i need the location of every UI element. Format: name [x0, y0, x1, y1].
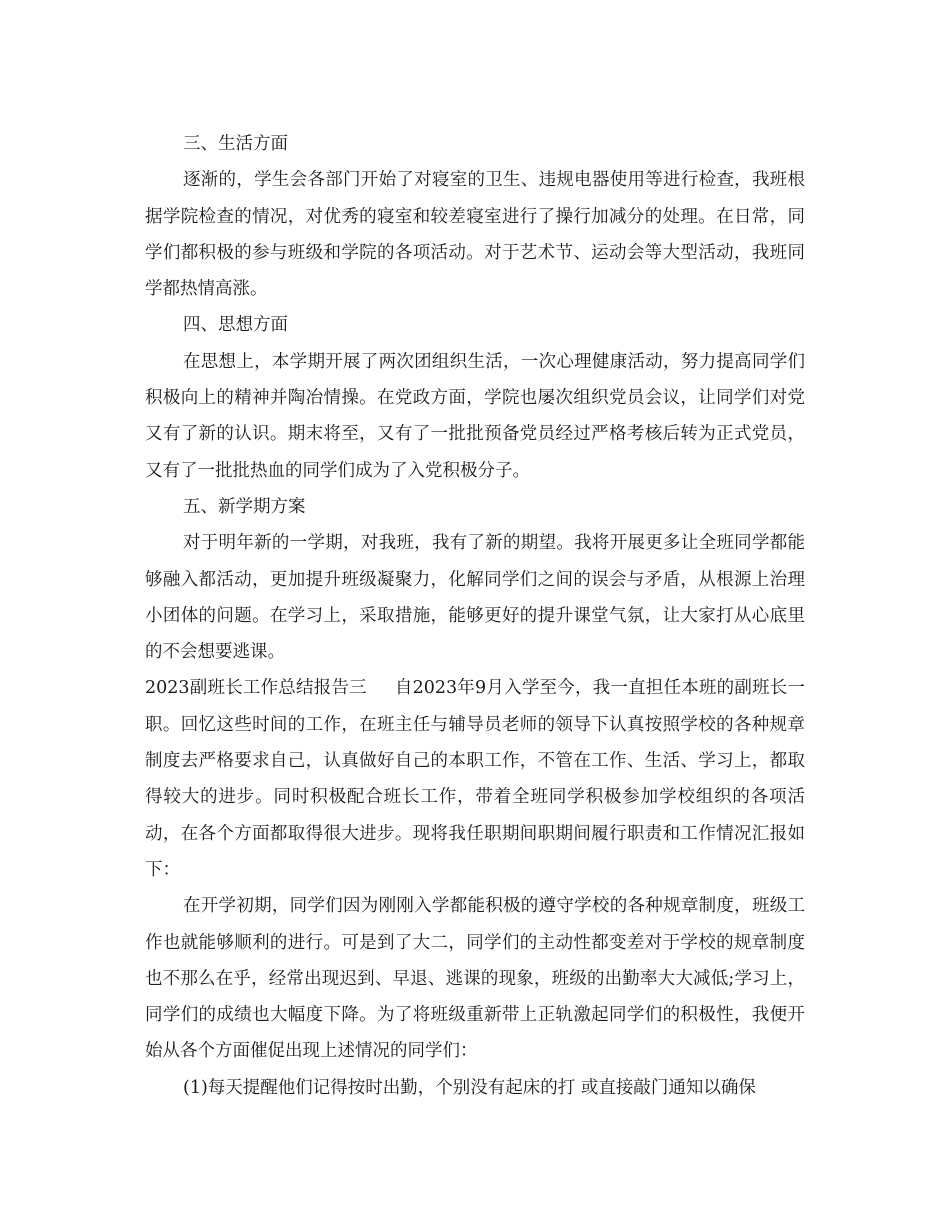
section-heading-thought: 四、思想方面 [183, 315, 288, 336]
paragraph-life: 逐渐的，学生会各部门开始了对寝室的卫生、违规电器使用等进行检查，我班根据学院检查的情况，对优秀的寝室和较差寝室进行了操行加减分的处理。在日常，同学们都积极的参与班级和学院的各项活动。对于艺术节、运动会等大型活动，我班同学都热情高涨。 [145, 170, 805, 300]
document-body [145, 126, 805, 1106]
report-intro-text: 自2023年9月入学至今，我一直担任本班的副班长一职。回忆这些时间的工作，在班主任与辅导员老师的领导下认真按照学校的各种规章制度去严格要求自己，认真做好自己的本职工作，不管在工作、生活、学习上，都取得较大的进步。同时积极配合班长工作，带着全班同学积极参加学校组织的各项活动，在各个方面都取得很大进步。现将我任职期间职期间履行职责和工作情况汇报如下： [145, 678, 805, 880]
paragraph-report-body: 在开学初期，同学们因为刚刚入学都能积极的遵守学校的各种规章制度，班级工作也就能够顺利的进行。可是到了大二，同学们的主动性都变差对于学校的规章制度也不那么在乎，经常出现迟到、早退、逃课的现象，班级的出勤率大大减低;学习上，同学们的成绩也大幅度下降。为了将班级重新带上正轨激起同学们的积极性，我便开始从各个方面催促出现上述情况的同学们： [145, 896, 805, 1062]
list-item-1: (1)每天提醒他们记得按时出勤，个别没有起床的打 或直接敲门通知以确保 [183, 1077, 756, 1098]
report-title: 2023副班长工作总结报告三 [145, 678, 367, 699]
paragraph-thought: 在思想上，本学期开展了两次团组织生活，一次心理健康活动，努力提高同学们积极向上的精神并陶冶情操。在党政方面，学院也屡次组织党员会议，让同学们对党又有了新的认识。期末将至，又有了一批批预备党员经过严格考核后转为正式党员，又有了一批批热血的同学们成为了入党积极分子。 [145, 351, 805, 481]
report-intro-paragraph [145, 670, 805, 888]
paragraph-plan: 对于明年新的一学期，对我班，我有了新的期望。我将开展更多让全班同学都能够融入都活动，更加提升班级凝聚力，化解同学们之间的误会与矛盾，从根源上治理小团体的问题。在学习上，采取措施，能够更好的提升课堂气氛，让大家打从心底里的不会想要逃课。 [145, 533, 805, 663]
section-heading-life: 三、生活方面 [183, 134, 288, 154]
section-heading-plan: 五、新学期方案 [183, 496, 306, 517]
